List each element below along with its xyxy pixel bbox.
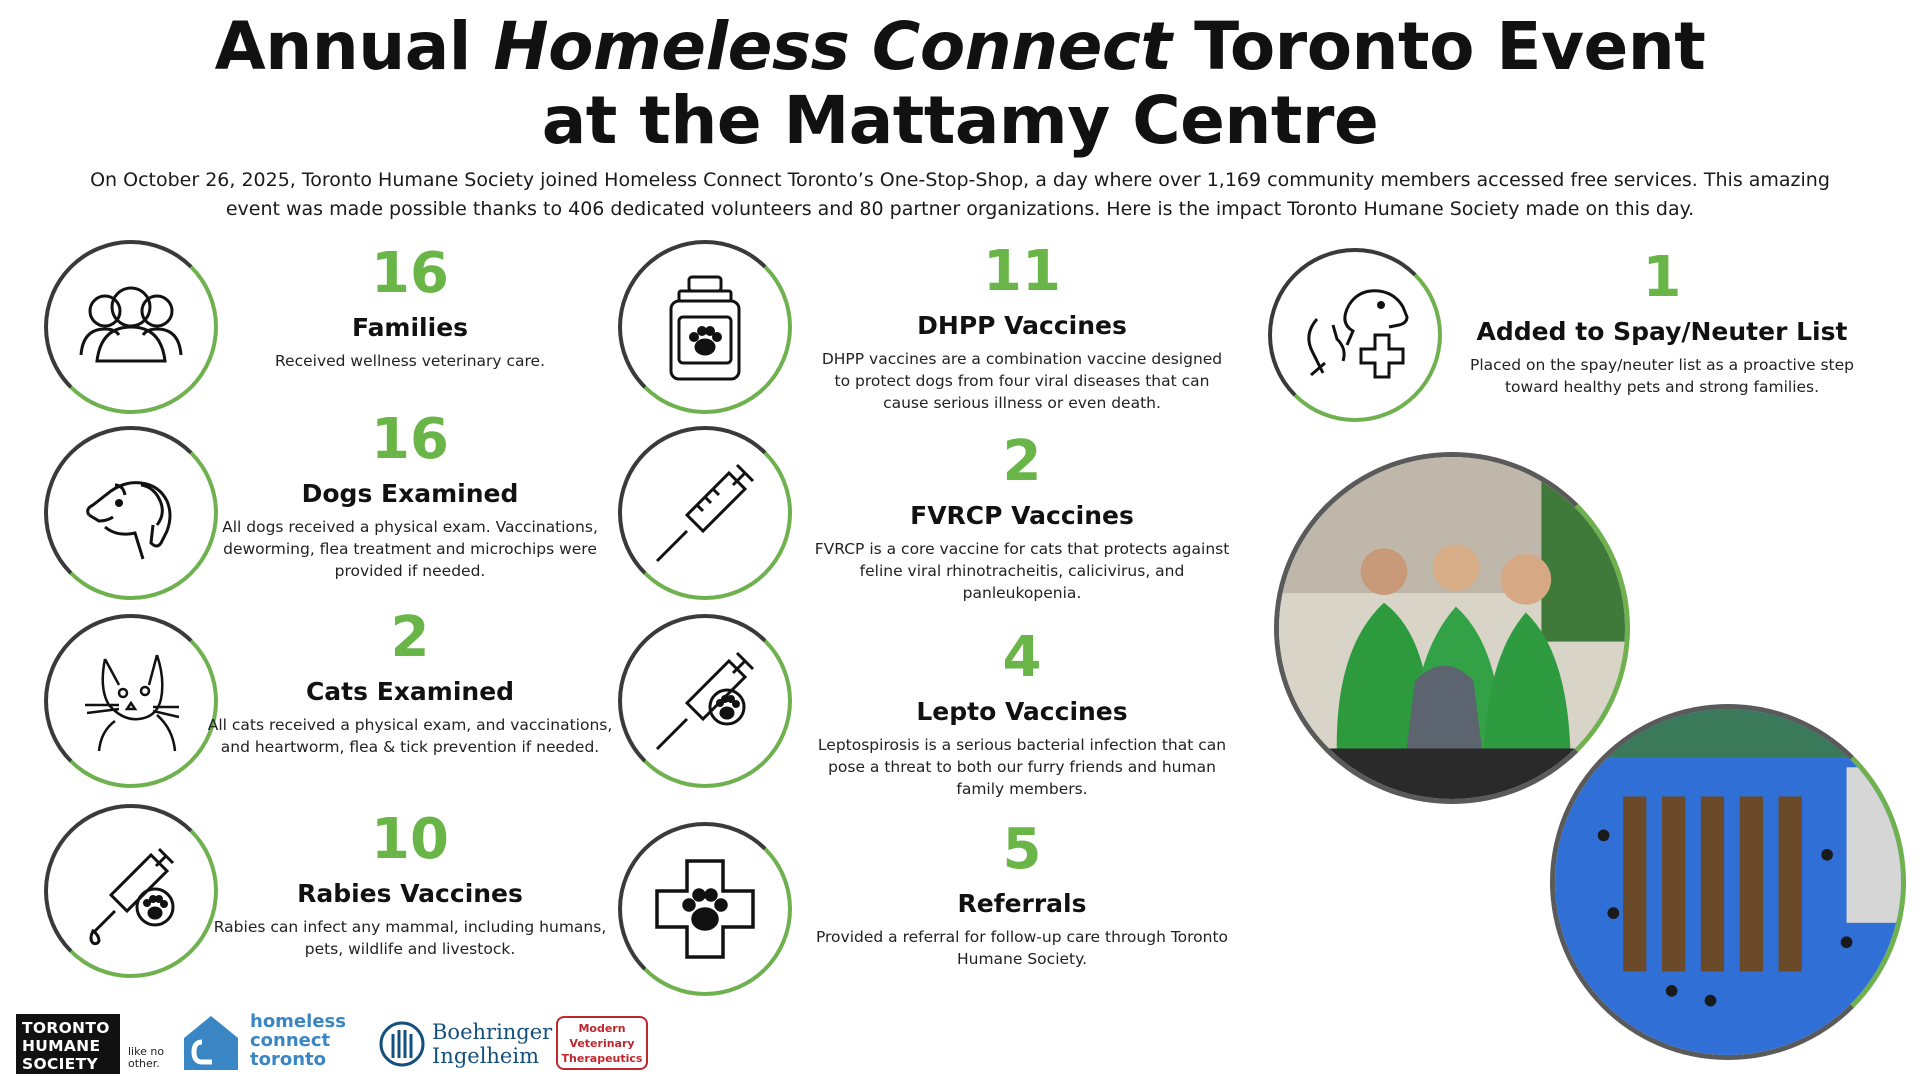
stat-description: All dogs received a physical exam. Vaccinations, deworming, flea treatment and microchips were provided if needed.: [222, 518, 598, 580]
stat-label: Dogs Examined: [301, 479, 519, 508]
stat-label: Referrals: [957, 889, 1087, 918]
homeless-connect-toronto-logo[interactable]: homeless connect toronto: [180, 1012, 370, 1072]
house-icon: [180, 1012, 242, 1072]
stat-families: [200, 242, 620, 372]
page-title: [0, 10, 1920, 158]
ths-tagline: like no other.: [128, 1045, 165, 1070]
dog-icon: [44, 426, 218, 600]
pets-plus-icon: [1268, 248, 1442, 422]
stat-number: 5: [1002, 817, 1042, 882]
family-icon: [44, 240, 218, 414]
boehringer-ingelheim-logo[interactable]: Boehringer Ingelheim: [378, 1020, 548, 1070]
stat-description: All cats received a physical exam, and vaccinations, and heartworm, flea & tick prevention if needed.: [207, 716, 613, 756]
sponsor-logos: [16, 1008, 656, 1074]
stat-number: 16: [371, 241, 449, 306]
bi-emblem-icon: [378, 1020, 426, 1068]
stat-description: Provided a referral for follow-up care through Toronto Humane Society.: [815, 928, 1229, 968]
modern-veterinary-therapeutics-logo[interactable]: Modern Veterinary Therapeutics: [556, 1016, 648, 1070]
stat-lepto-vaccines: [812, 626, 1232, 800]
stat-rabies-vaccines: [200, 808, 620, 960]
stat-spay-neuter: [1452, 246, 1872, 398]
stat-description: Leptospirosis is a serious bacterial infection that can pose a threat to both our furry friends and human family members.: [817, 736, 1227, 798]
stat-description: Rabies can infect any mammal, including humans, pets, wildlife and livestock.: [213, 918, 607, 958]
stat-referrals: [812, 818, 1232, 970]
syringe-icon: [618, 426, 792, 600]
stat-cats-examined: [200, 606, 620, 758]
title-line-2: at the Mattamy Centre: [541, 82, 1379, 159]
stat-label: Lepto Vaccines: [916, 697, 1128, 726]
stat-description: FVRCP is a core vaccine for cats that protects against feline viral rhinotracheitis, calicivirus, and panleukopenia.: [814, 540, 1230, 602]
stat-description: Placed on the spay/neuter list as a proactive step toward healthy pets and strong families.: [1469, 356, 1855, 396]
stat-label: Added to Spay/Neuter List: [1476, 317, 1848, 346]
stat-number: 4: [1002, 625, 1042, 690]
stat-dogs-examined: [200, 408, 620, 582]
volunteers-photo: [1274, 452, 1630, 804]
stat-label: Rabies Vaccines: [297, 879, 523, 908]
stat-label: DHPP Vaccines: [917, 311, 1127, 340]
stat-number: 10: [371, 807, 449, 872]
event-overhead-photo: [1550, 704, 1906, 1060]
stat-description: Received wellness veterinary care.: [274, 352, 546, 370]
stat-number: 1: [1642, 245, 1682, 310]
stat-label: FVRCP Vaccines: [910, 501, 1134, 530]
medical-cross-paw-icon: [618, 822, 792, 996]
stat-number: 16: [371, 407, 449, 472]
syringe-paw-icon: [618, 614, 792, 788]
stat-dhpp-vaccines: [812, 240, 1232, 414]
intro-paragraph: On October 26, 2025, Toronto Humane Society joined Homeless Connect Toronto’s One-Stop-Shop, a day where over 1,169 community members accessed free services. This amazing event was made possible thanks to 406 dedicated volunteers and 80 partner organizations. Here is the impact Toronto Humane Society made on this day.: [90, 169, 1830, 220]
stat-number: 2: [1002, 429, 1042, 494]
stat-number: 2: [390, 605, 430, 670]
title-line-1: Annual Homeless Connect Toronto Event: [214, 8, 1706, 85]
stat-label: Cats Examined: [305, 677, 515, 706]
cat-icon: [44, 614, 218, 788]
toronto-humane-society-logo[interactable]: TORONTO HUMANE SOCIETY: [16, 1014, 120, 1074]
medicine-bottle-icon: [618, 240, 792, 414]
stat-description: DHPP vaccines are a combination vaccine designed to protect dogs from four viral diseases that can cause serious illness or even death.: [821, 350, 1223, 412]
stat-fvrcp-vaccines: [812, 430, 1232, 604]
stat-label: Families: [351, 313, 469, 342]
stat-number: 11: [983, 239, 1061, 304]
syringe-paw-drop-icon: [44, 804, 218, 978]
